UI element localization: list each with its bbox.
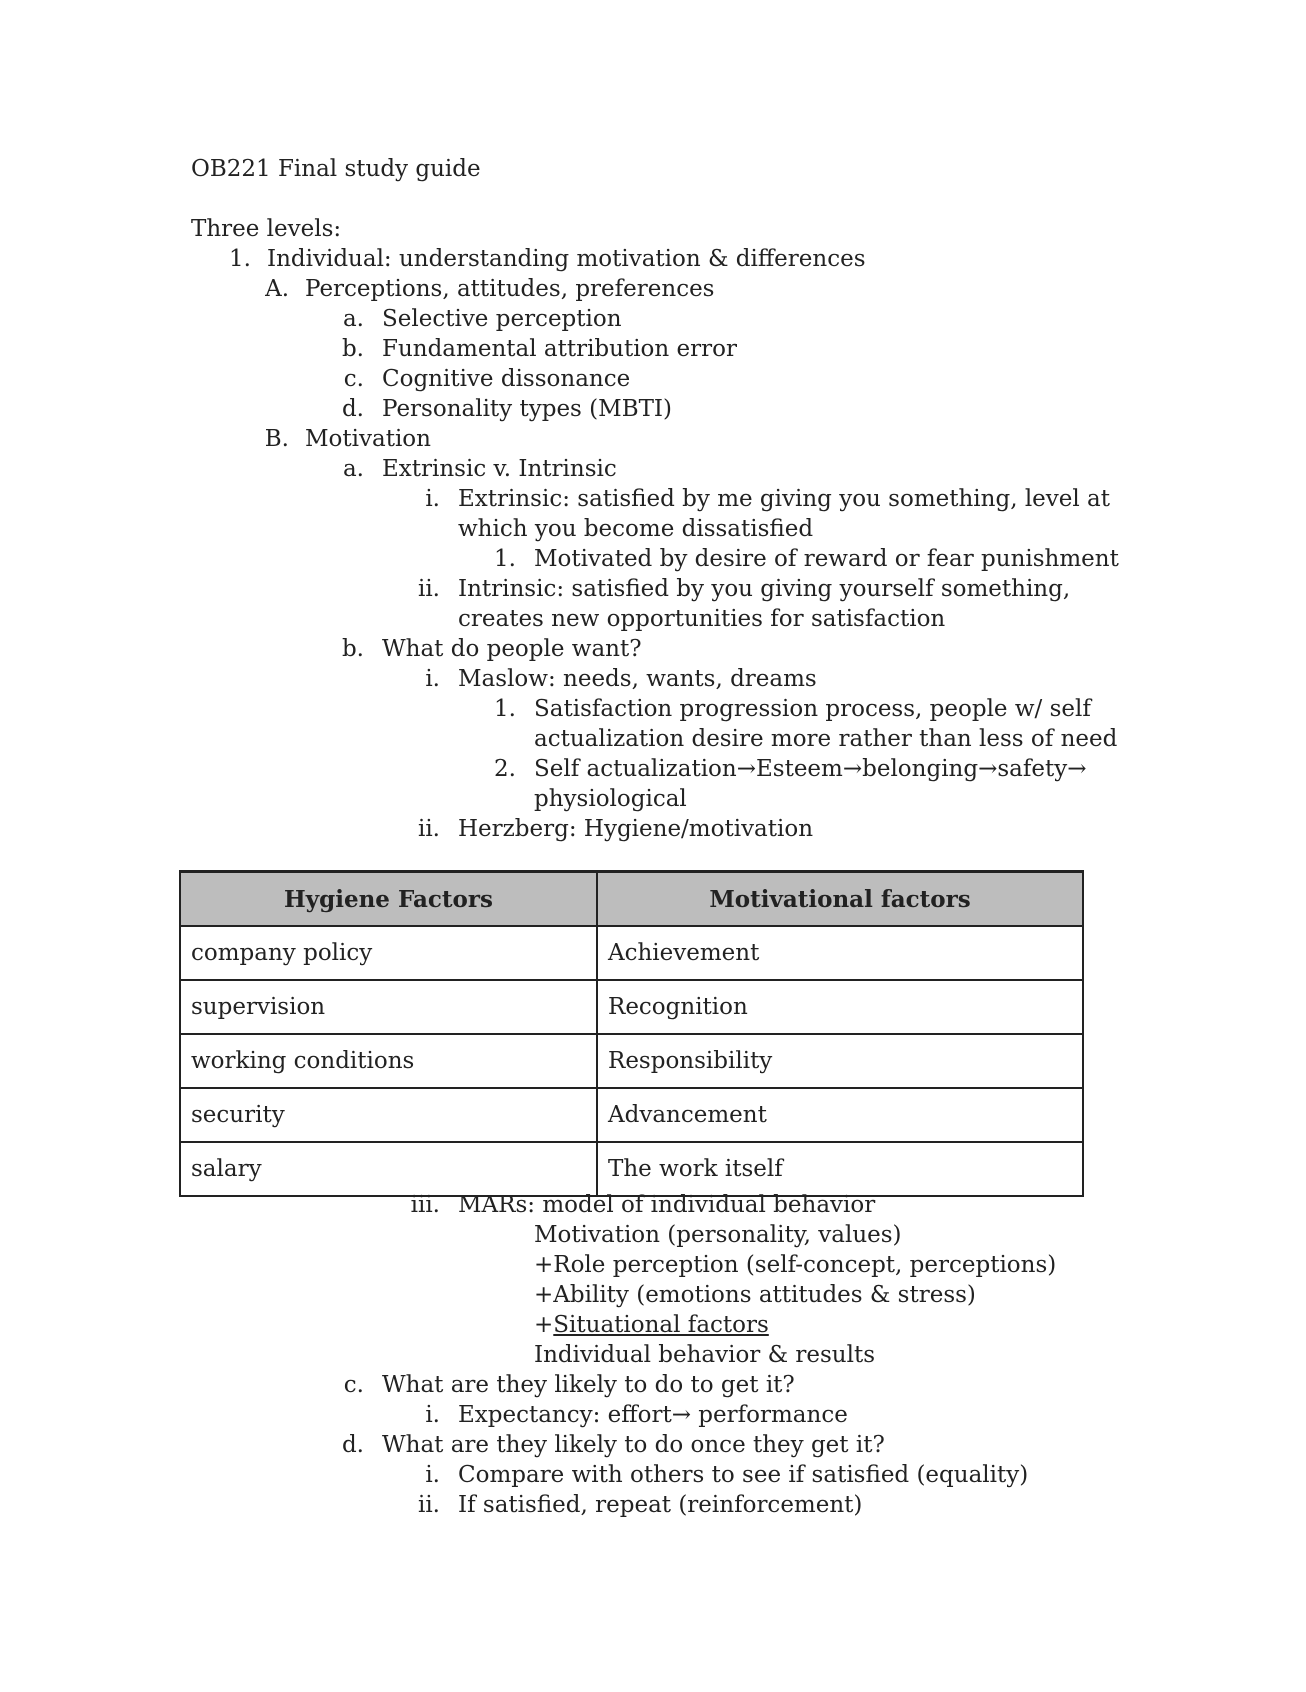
mars-situational — [534, 1310, 769, 1340]
list-marker: c. — [343, 366, 364, 392]
list-item: Selective perception — [382, 306, 622, 332]
table-row — [180, 1142, 1083, 1196]
list-marker: A. — [265, 276, 289, 302]
list-marker: ii. — [417, 576, 440, 602]
list-item: What are they likely to do to get it? — [382, 1372, 795, 1398]
list-item: Herzberg: Hygiene/motivation — [458, 816, 814, 842]
list-marker: i. — [425, 1402, 440, 1428]
list-item-continuation: physiological — [534, 786, 687, 812]
table-cell: security — [180, 1088, 597, 1142]
table-cell: Recognition — [597, 980, 1083, 1034]
list-item: What are they likely to do once they get it? — [382, 1432, 885, 1458]
list-marker: c. — [343, 1372, 364, 1398]
mars-motivation: Motivation (personality, values) — [534, 1222, 902, 1248]
list-marker: ii. — [417, 1492, 440, 1518]
list-item: Compare with others to see if satisfied (equality) — [458, 1462, 1029, 1488]
mars-ability: +Ability (emotions attitudes & stress) — [534, 1282, 976, 1308]
list-item: If satisfied, repeat (reinforcement) — [458, 1492, 863, 1518]
list-item: Personality types (MBTI) — [382, 396, 672, 422]
list-marker: i. — [425, 1462, 440, 1488]
list-marker: i. — [425, 486, 440, 512]
list-marker: a. — [342, 456, 364, 482]
intro-text: Three levels: — [191, 216, 342, 242]
plus-sign: + — [534, 1312, 554, 1338]
list-marker: B. — [264, 426, 289, 452]
table-cell: working conditions — [180, 1034, 597, 1088]
list-marker: d. — [341, 396, 364, 422]
list-item: Motivation — [305, 426, 431, 452]
situational-factors-link-text: Situational factors — [553, 1312, 769, 1338]
page-title: OB221 Final study guide — [191, 156, 481, 182]
list-marker: 2. — [494, 756, 516, 782]
list-marker: 1. — [494, 696, 516, 722]
list-marker: a. — [342, 306, 364, 332]
list-item: Fundamental attribution error — [382, 336, 737, 362]
table-header-cell: Hygiene Factors — [180, 872, 597, 927]
hygiene-motivation-table — [179, 870, 1084, 1197]
table-row — [180, 1088, 1083, 1142]
list-item: Cognitive dissonance — [382, 366, 631, 392]
list-item: What do people want? — [382, 636, 642, 662]
table-row — [180, 980, 1083, 1034]
table-cell: Advancement — [597, 1088, 1083, 1142]
mars-role: +Role perception (self-concept, perceptions) — [534, 1252, 1057, 1278]
table-cell: Responsibility — [597, 1034, 1083, 1088]
table-cell: supervision — [180, 980, 597, 1034]
list-item: Maslow: needs, wants, dreams — [458, 666, 817, 692]
mars-result: Individual behavior & results — [534, 1342, 876, 1368]
list-item: Perceptions, attitudes, preferences — [305, 276, 715, 302]
list-item: MARs: model of individual behavior — [458, 1192, 876, 1218]
list-item: Extrinsic v. Intrinsic — [382, 456, 617, 482]
table-cell: Achievement — [597, 926, 1083, 980]
list-marker: ii. — [417, 816, 440, 842]
list-item: Expectancy: effort→ performance — [458, 1402, 848, 1428]
list-item-continuation: actualization desire more rather than less of need — [534, 726, 1118, 752]
table-header-cell: Motivational factors — [597, 872, 1083, 927]
list-item: Motivated by desire of reward or fear punishment — [534, 546, 1119, 572]
list-item: Individual: understanding motivation & differences — [267, 246, 866, 272]
table-header-row — [180, 872, 1083, 927]
table-cell: company policy — [180, 926, 597, 980]
list-item: Self actualization→Esteem→belonging→safety→ — [534, 756, 1087, 782]
list-item-continuation: creates new opportunities for satisfaction — [458, 606, 946, 632]
list-marker: b. — [341, 636, 364, 662]
list-marker: 1. — [494, 546, 516, 572]
list-marker: d. — [341, 1432, 364, 1458]
list-marker: iii. — [410, 1192, 440, 1218]
list-marker: b. — [341, 336, 364, 362]
list-item: Satisfaction progression process, people w/ self — [534, 696, 1091, 722]
table-row — [180, 926, 1083, 980]
table-row — [180, 1034, 1083, 1088]
list-item-continuation: which you become dissatisfied — [458, 516, 814, 542]
list-marker: 1. — [229, 246, 251, 272]
list-item: Extrinsic: satisfied by me giving you something, level at — [458, 486, 1111, 512]
table-cell: The work itself — [597, 1142, 1083, 1196]
list-marker: i. — [425, 666, 440, 692]
table-cell: salary — [180, 1142, 597, 1196]
list-item: Intrinsic: satisfied by you giving yourself something, — [458, 576, 1071, 602]
